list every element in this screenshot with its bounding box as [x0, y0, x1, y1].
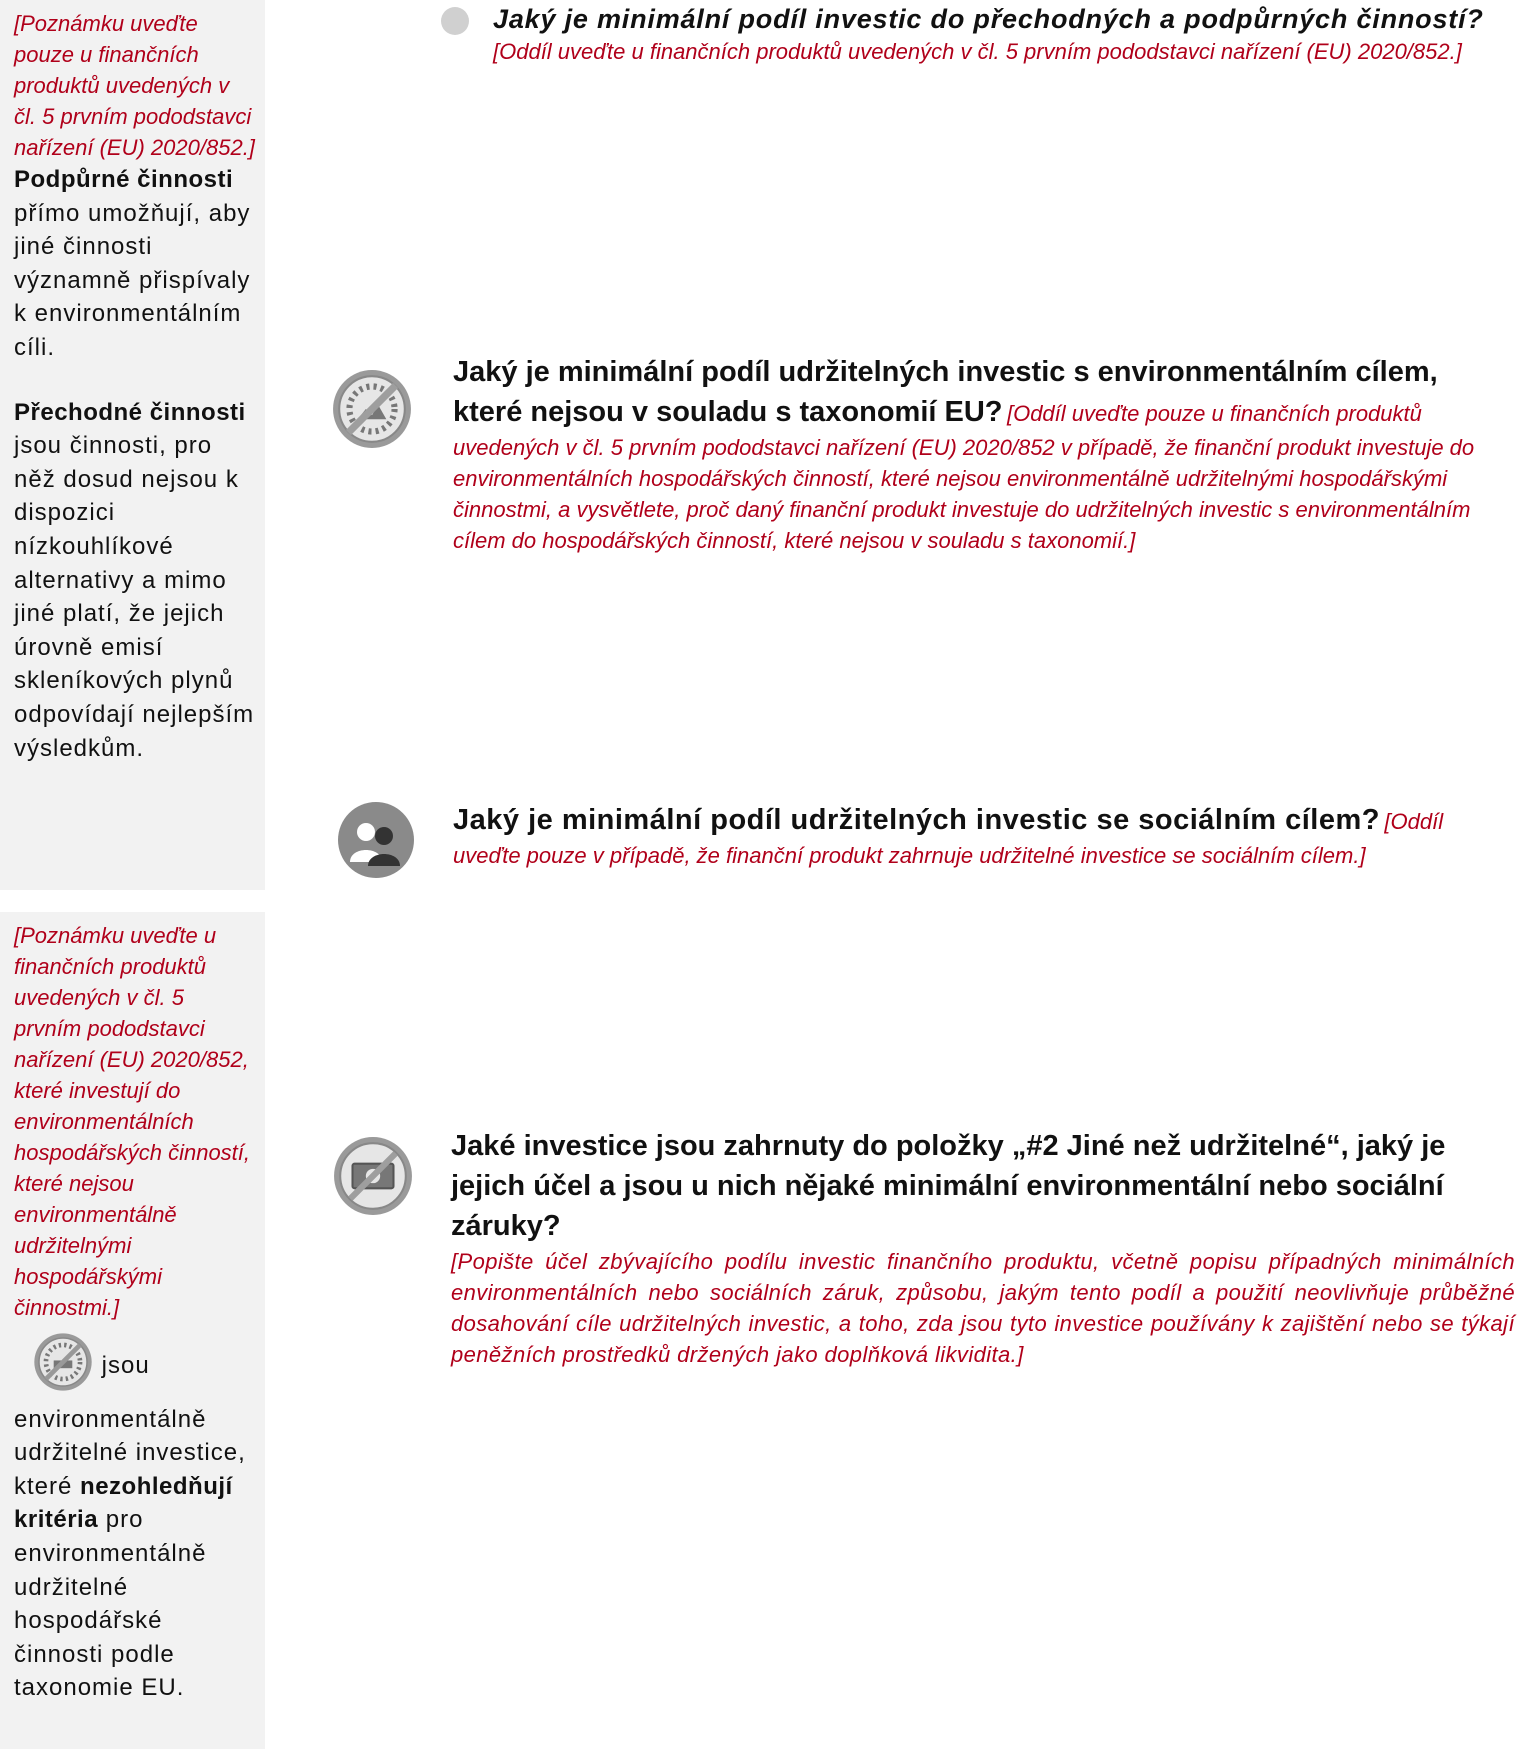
- enabling-text: přímo umožňují, aby jiné činnosti významně přispívaly k environmentálním cíli.: [14, 199, 251, 361]
- enabling-term: Podpůrné činnosti: [14, 166, 234, 193]
- sidebar-note-instruction-2: [Poznámku uveďte u finančních produktů uvedených v čl. 5 prvním pododstavci nařízení (EU) 2020/852, které investují do environmentálních hospodářských činností, které nejsou environmentálně udržitelnými hospodářskými činnostmi.]: [14, 923, 251, 1320]
- other-instruction: [Popište účel zbývajícího podílu investic finančního produktu, včetně popisu případných minimálních environmentálních nebo sociálních záruk, způsobu, jakým tento podíl a použití neovlivňuje průběžné dosahování cíle udržitelných investic, a toho, zda jsou tyto investice používány k zajištění nebo se týkají peněžních prostředků držených jako doplňková likvidita.]: [451, 1249, 1515, 1367]
- no-eu-taxonomy-icon: [331, 368, 413, 455]
- section-social: [453, 800, 1515, 871]
- money-icon: [332, 1135, 414, 1222]
- env-not-aligned-question: Jaký je minimální podíl udržitelných investic s environmentálním cílem, které nejsou v souladu s taxonomií EU?: [453, 356, 1438, 428]
- section-env-not-aligned: [453, 352, 1515, 556]
- sidebar-note-instruction: [Poznámku uveďte pouze u finančních produktů uvedených v čl. 5 prvním pododstavci nařízení (EU) 2020/852.]: [14, 11, 255, 160]
- transitional-term: Přechodné činnosti: [14, 398, 246, 426]
- sidebar-note-top: [0, 0, 265, 890]
- social-people-icon: [336, 800, 416, 885]
- not-aligned-text-b: pro environmentálně udržitelné hospodářské činnosti podle taxonomie EU.: [14, 1506, 207, 1702]
- enabling-definition: [14, 163, 255, 365]
- sidebar-note-bottom: [0, 912, 265, 1749]
- not-aligned-text-a: jsou environmentálně udržitelné investice, které: [14, 1352, 246, 1500]
- env-not-aligned-instruction: [Oddíl uveďte pouze u finančních produktů uvedených v čl. 5 prvním pododstavci nařízení (EU) 2020/852 v případě, že finanční produkt investuje do environmentálních hospodářských činností, které nejsou environmentálně udržitelnými hospodářskými činnostmi, a vysvětlete, proč daný finanční produkt investuje do udržitelných investic s environmentálním cílem do hospodářských činností, které nejsou v souladu s taxonomií.]: [453, 401, 1475, 553]
- transitional-instruction: [Oddíl uveďte u finančních produktů uvedených v čl. 5 prvním pododstavci nařízení (EU) 2020/852.]: [493, 39, 1462, 64]
- social-instruction: [Oddíl uveďte pouze v případě, že finanční produkt zahrnuje udržitelné investice se sociálním cílem.]: [453, 809, 1444, 868]
- not-aligned-definition: [14, 1331, 255, 1705]
- no-eu-taxonomy-small-icon: [32, 1331, 94, 1403]
- grey-dot-icon: [440, 6, 470, 41]
- transitional-text: jsou činnosti, pro něž dosud nejsou k dispozici nízkouhlíkové alternativy a mimo jiné platí, že jejich úrovně emisí skleníkových plynů odpovídají nejlepším výsledkům.: [14, 432, 255, 762]
- transitional-question: Jaký je minimální podíl investic do přechodných a podpůrných činností?: [493, 4, 1484, 34]
- social-question: Jaký je minimální podíl udržitelných investic se sociálním cílem?: [453, 804, 1380, 836]
- not-aligned-bold: nezohledňují kritéria: [14, 1472, 233, 1534]
- transitional-definition: [14, 396, 255, 766]
- section-other: [451, 1126, 1515, 1370]
- other-question: Jaké investice jsou zahrnuty do položky „#2 Jiné než udržitelné“, jaký je jejich účel a jsou u nich nějaké minimální environmentální nebo sociální záruky?: [451, 1130, 1446, 1242]
- section-transitional: [493, 2, 1515, 67]
